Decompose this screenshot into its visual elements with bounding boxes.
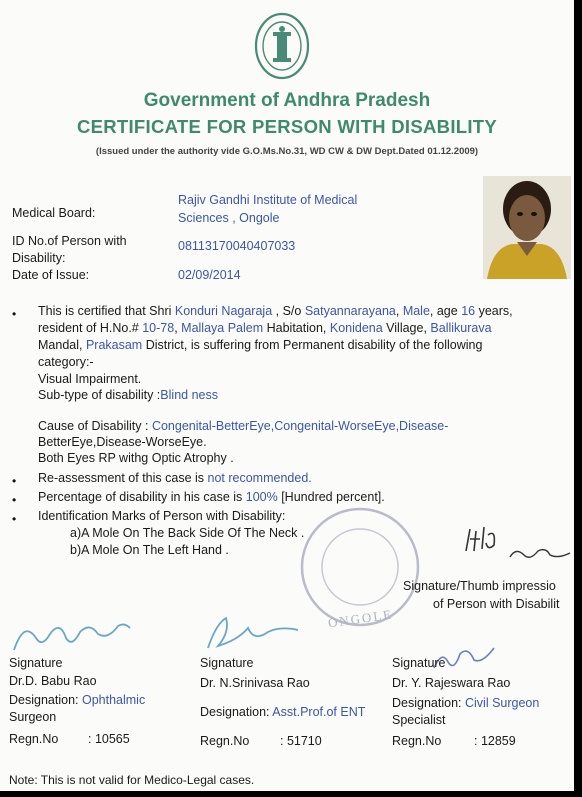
sig3-regn-value: : 12859 <box>474 734 516 748</box>
bullet-icon: • <box>12 493 17 507</box>
bullet-icon: • <box>12 307 17 321</box>
ident-mark-b: b)A Mole On The Left Hand . <box>70 543 229 557</box>
identification-label: Identification Marks of Person with Disability: <box>38 509 286 523</box>
disability-category: Visual Impairment. <box>38 372 142 386</box>
authority-subtitle: (Issued under the authority vide G.O.Ms.No.31, WD CW & DW Dept.Dated 01.12.2009) <box>95 146 479 157</box>
sig1-regn-value: : 10565 <box>88 732 130 746</box>
sig3-designation: Designation: Civil Surgeon <box>392 696 540 710</box>
cert-line-4: category:- <box>38 355 94 369</box>
sig3-label: Signature <box>392 656 446 670</box>
sig2-label: Signature <box>200 656 254 670</box>
person-signature <box>462 521 574 569</box>
legal-note: Note: This is not valid for Medico-Legal cases. <box>9 773 255 787</box>
signature-scribble-2 <box>198 614 308 654</box>
date-value: 02/09/2014 <box>178 268 241 282</box>
medical-board-line1: Rajiv Gandhi Institute of Medical <box>178 193 358 207</box>
subtype-line: Sub-type of disability :Blind ness <box>38 388 218 402</box>
bullet-icon: • <box>12 512 17 526</box>
id-value: 08113170040407033 <box>178 239 296 253</box>
medical-board-label: Medical Board: <box>12 206 96 220</box>
bullet-icon: • <box>12 474 17 488</box>
date-label: Date of Issue: <box>12 268 90 282</box>
sig2-regn-label: Regn.No <box>200 734 250 748</box>
sig3-designation-2: Specialist <box>392 713 446 727</box>
state-emblem-icon <box>253 10 311 82</box>
sig1-designation-2: Surgeon <box>9 710 57 724</box>
cert-line-1: This is certified that Shri Konduri Nagaraja , S/o Satyannarayana, Male, age 16 years, <box>38 304 513 318</box>
sig1-label: Signature <box>9 656 63 670</box>
ident-mark-a: a)A Mole On The Back Side Of The Neck . <box>70 526 305 540</box>
official-seal <box>298 505 423 630</box>
certificate-title: CERTIFICATE FOR PERSON WITH DISABILITY <box>76 116 498 137</box>
sig2-designation: Designation: Asst.Prof.of ENT <box>200 705 366 719</box>
cert-line-3: Mandal, Prakasam District, is suffering from Permanent disability of the following <box>38 338 483 352</box>
cause-line-2: BetterEye,Disease-WorseEye. <box>38 435 207 449</box>
person-photo <box>483 176 571 279</box>
sig2-regn-value: : 51710 <box>280 734 322 748</box>
sig3-name: Dr. Y. Rajeswara Rao <box>392 676 511 690</box>
sig1-regn-label: Regn.No <box>9 732 59 746</box>
sig1-designation: Designation: Ophthalmic <box>9 693 146 707</box>
sig1-name: Dr.D. Babu Rao <box>9 674 97 688</box>
signature-scribble-1 <box>8 616 158 658</box>
cause-line-3: Both Eyes RP withg Optic Atrophy . <box>38 451 234 465</box>
seal-text: ONGOLE <box>327 606 394 630</box>
cert-line-2: resident of H.No.# 10-78, Mallaya Palem Habitation, Konidena Village, Ballikurava <box>38 321 492 335</box>
sig2-name: Dr. N.Srinivasa Rao <box>200 676 310 690</box>
id-label-line2: Disability: <box>12 251 66 265</box>
cause-line-1: Cause of Disability : Congenital-BetterEye,Congenital-WorseEye,Disease- <box>38 419 449 433</box>
government-title: Government of Andhra Pradesh <box>143 90 431 111</box>
percentage-line: Percentage of disability in his case is 100% [Hundred percent]. <box>38 490 385 504</box>
medical-board-line2: Sciences , Ongole <box>178 211 280 225</box>
id-label-line1: ID No.of Person with <box>12 234 127 248</box>
person-sig-caption-2: of Person with Disabilit <box>433 597 560 611</box>
sig3-regn-label: Regn.No <box>392 734 442 748</box>
reassessment-line: Re-assessment of this case is not recommended. <box>38 471 312 485</box>
person-sig-caption-1: Signature/Thumb impressio <box>403 579 556 593</box>
